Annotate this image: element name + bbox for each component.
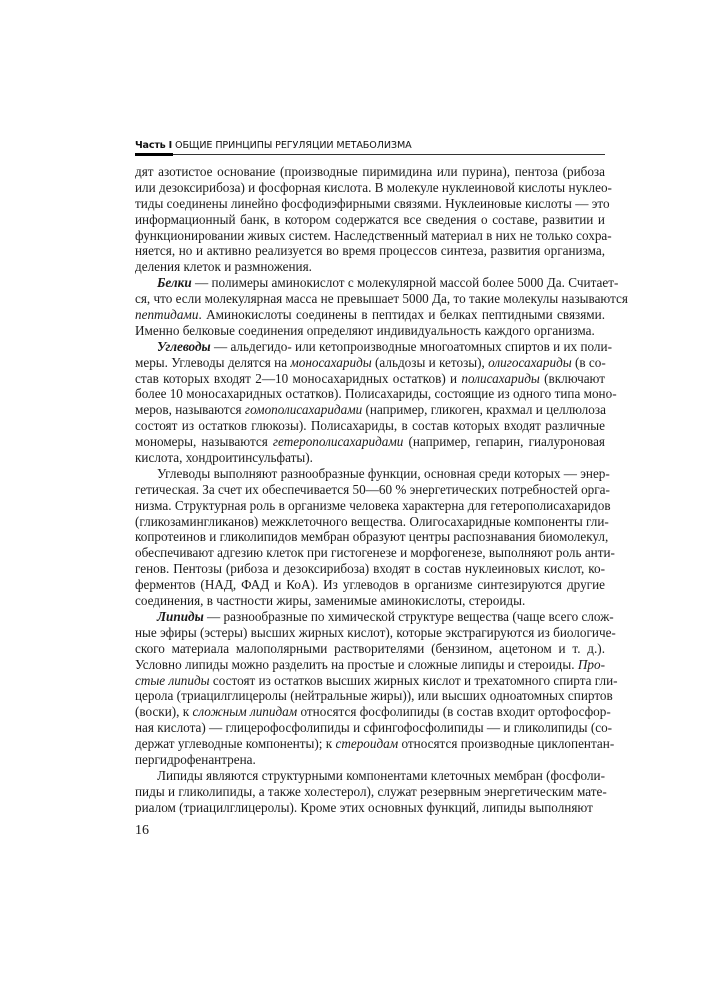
text-segment: ные эфиры (эстеры) высших жирных кислот), которые экстрагируются из биологиче- — [135, 624, 616, 640]
text-segment: дят азотистое основание (производные пиримидина или пурина), пентоза (рибоза — [135, 164, 605, 179]
text-segment: (гликозамингликанов) межклеточного вещества. Олигосахаридные компоненты гли- — [135, 513, 609, 529]
text-segment: низма. Структурная роль в организме человека характерна для гетерополисахаридов — [135, 497, 611, 513]
text-line — [135, 371, 605, 387]
running-header — [135, 139, 605, 155]
text-segment: пергидрофенантрена. — [135, 751, 256, 767]
text-line — [135, 338, 612, 355]
text-line — [135, 672, 618, 689]
text-line — [135, 179, 612, 196]
text-segment: пиды и гликолипиды, а также холестерол), служат резервным энергетическим мате- — [135, 783, 607, 799]
term-italic: полисахариды — [461, 370, 540, 386]
text-line — [135, 529, 609, 545]
text-segment: информационный банк, в котором содержатся все сведения о составе, развитии и — [135, 211, 605, 227]
text-segment: состоят из остатков глюкозы). Полисахариды, в состав которых входят различные — [135, 418, 605, 434]
text-line — [135, 736, 615, 752]
text-segment: относятся производные циклопентан- — [398, 736, 615, 752]
text-line — [135, 418, 605, 434]
text-segment: Липиды являются структурными компонентами клеточных мембран (фосфоли- — [157, 767, 605, 783]
text-segment: (воски), к — [135, 704, 193, 720]
text-line — [135, 195, 610, 212]
text-line — [135, 323, 605, 339]
text-line — [135, 784, 605, 800]
text-line — [135, 688, 613, 704]
header-part: Часть I — [135, 140, 173, 151]
text-segment: Условно липиды можно разделить на простые и сложные липиды и стероиды. — [135, 656, 578, 672]
text-segment: мономеры, называются — [135, 434, 273, 450]
text-line — [135, 704, 611, 720]
text-line — [135, 259, 605, 275]
text-line — [135, 800, 605, 816]
text-segment: . Аминокислоты соединены в пептидах и белках пептидными связями. — [198, 307, 605, 323]
text-segment: меры. Углеводы делятся на — [135, 354, 291, 370]
text-segment: ная кислота) — глицерофосфолипиды и сфингофосфолипиды — и гликолипиды (со- — [135, 720, 613, 736]
text-line — [135, 752, 605, 768]
text-segment: (включают — [539, 370, 605, 386]
text-line — [135, 164, 605, 180]
text-segment: церола (триацилглицеролы (нейтральные жиры)), или высших одноатомных спиртов — [135, 688, 613, 704]
text-line — [135, 593, 605, 609]
page-number: 16 — [135, 823, 149, 838]
term-italic: олигосахариды — [488, 354, 572, 370]
text-line — [135, 434, 605, 450]
text-segment: ского материала малополярными растворителями (бензином, ацетоном и т. д.). — [135, 640, 605, 656]
text-line — [135, 465, 610, 482]
text-line — [135, 212, 605, 228]
text-line — [135, 768, 605, 784]
term-italic: стероидам — [335, 736, 399, 752]
text-line — [135, 386, 617, 402]
text-segment: соединения, в частности жиры, заменимые аминокислоты, стероиды. — [135, 593, 526, 609]
term-italic: Про- — [577, 656, 605, 672]
text-line — [135, 720, 613, 736]
text-segment: (например, гепарин, гиалуроновая — [403, 434, 605, 450]
text-segment: держат углеводные компоненты); к — [135, 736, 336, 752]
text-line — [135, 641, 605, 657]
text-segment: состоят из остатков высших жирных кислот и трехатомного спирта гли- — [209, 672, 618, 688]
term-italic: моносахариды — [290, 354, 372, 370]
text-line — [135, 577, 605, 593]
header-rule — [135, 154, 605, 155]
text-line — [135, 545, 615, 561]
text-line — [135, 355, 605, 371]
text-segment: ферментов (НАД, ФАД и КоА). Из углеводов в организме синтезируются другие — [135, 577, 605, 593]
page — [135, 139, 628, 815]
term-italic: гетерополисахаридами — [272, 434, 404, 450]
text-segment: меров, называются — [135, 402, 245, 418]
text-segment: более 10 моносахаридных остатков). Полисахариды, состоящие из одного типа моно- — [135, 386, 617, 402]
text-segment: няется, но и активно реализуется во время процессов синтеза, развития организма, — [135, 243, 605, 259]
term-bold: Липиды — [157, 608, 204, 624]
text-line — [135, 561, 605, 577]
text-segment: Именно белковые соединения определяют индивидуальность каждого организма. — [135, 322, 595, 338]
text-segment: генов. Пентозы (рибоза и дезоксирибоза) входят в состав нуклеиновых кислот, ко- — [135, 561, 605, 577]
text-segment: (например, гликоген, крахмал и целлюлоза — [362, 402, 606, 418]
text-segment: гетическая. За счет их обеспечивается 50—60 % энергетических потребностей орга- — [135, 481, 610, 497]
term-italic: сложным липидам — [192, 704, 298, 720]
text-line — [135, 243, 605, 259]
text-segment: кислота, хондроитинсульфаты). — [135, 450, 313, 466]
text-line — [135, 227, 612, 244]
body-text — [135, 164, 628, 816]
text-segment: — альдегидо- или кетопроизводные многоатомных спиртов и их поли- — [210, 338, 612, 354]
text-segment: тиды соединены линейно фосфодиэфирными связями. Нуклеиновые кислоты — это — [135, 195, 610, 211]
text-line — [135, 497, 611, 514]
header-title: ОБЩИЕ ПРИНЦИПЫ РЕГУЛЯЦИИ МЕТАБОЛИЗМА — [175, 140, 412, 151]
header-rule-accent — [135, 153, 173, 156]
text-segment: — полимеры аминокислот с молекулярной массой более 5000 Да. Считает- — [191, 275, 619, 291]
text-line — [135, 624, 616, 641]
text-line — [135, 481, 610, 498]
term-italic: гомополисахаридами — [244, 402, 363, 418]
text-segment: ся, что если молекулярная масса не превышает 5000 Да, то такие молекулы называются — [135, 291, 628, 307]
text-segment: риалом (триацилглицеролы). Кроме этих основных функций, липиды выполняют — [135, 799, 593, 815]
text-segment: (альдозы и кетозы), — [371, 354, 489, 370]
text-line — [135, 275, 619, 291]
text-segment: копротеинов и гликолипидов мембран образуют центры распознавания биомолекул, — [135, 529, 609, 545]
text-segment: деления клеток и размножения. — [135, 259, 312, 275]
text-line — [135, 291, 628, 307]
text-line — [135, 657, 605, 673]
text-line — [135, 608, 614, 625]
text-segment: функционировании живых систем. Наследственный материал в них не только сохра- — [135, 227, 612, 243]
text-segment: или дезоксирибоза) и фосфорная кислота. В молекуле нуклеиновой кислоты нуклео- — [135, 179, 612, 195]
text-line — [135, 450, 605, 466]
text-segment: Углеводы выполняют разнообразные функции, основная среди которых — энер- — [157, 465, 610, 481]
term-bold: Углеводы — [157, 338, 211, 354]
text-segment: (в со- — [571, 354, 606, 370]
text-line — [135, 513, 609, 530]
term-bold: Белки — [157, 275, 192, 291]
term-italic: стые липиды — [135, 672, 210, 688]
text-segment: относятся фосфолипиды (в состав входит ортофосфор- — [297, 704, 611, 720]
text-segment: — разнообразные по химической структуре вещества (чаще всего слож- — [203, 608, 614, 624]
text-segment: обеспечивают адгезию клеток при гистогенезе и морфогенезе, выполняют роль анти- — [135, 545, 615, 561]
term-italic: пептидами — [135, 307, 199, 323]
text-line — [135, 307, 605, 323]
text-line — [135, 402, 605, 418]
text-segment: став которых входят 2—10 моносахаридных остатков) и — [135, 370, 462, 386]
